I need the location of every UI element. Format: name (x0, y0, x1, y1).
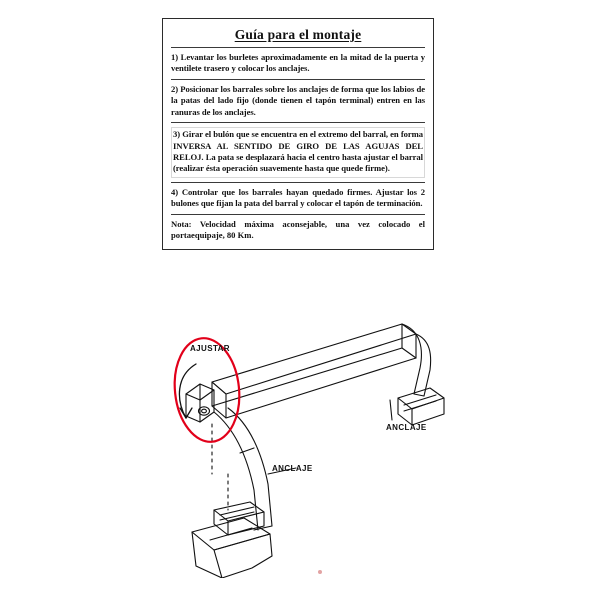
guide-step-4: 4) Controlar que los barrales hayan quedado firmes. Ajustar los 2 bulones que fijan la pata del barral y colocar el tapón de terminación. (171, 186, 425, 209)
label-anclaje-bottom: ANCLAJE (272, 464, 313, 473)
assembly-guide-panel (162, 18, 434, 250)
guide-step-3: 3) Girar el bulón que se encuentra en el extremo del barral, en forma INVERSA AL SENTIDO DE GIRO DE LAS AGUJAS DEL RELOJ. La pata se desplazará hacia el centro hasta ajustar el barral (realizar ésta operación suavemente hasta que quede firme). (173, 129, 423, 174)
roof-bar-shape (212, 324, 416, 418)
label-ajustar: AJUSTAR (190, 344, 230, 353)
guide-step-2: 2) Posicionar los barrales sobre los anclajes de forma que los labios de la patas del lado fijo (donde tienen el tapón terminal) entren en las ranuras de los anclajes. (171, 83, 425, 117)
guide-note: Nota: Velocidad máxima aconsejable, una vez colocado el portaequipaje, 80 Km. (171, 218, 425, 241)
divider (171, 214, 425, 215)
right-leg-shape (398, 324, 444, 425)
divider (171, 122, 425, 123)
divider (171, 79, 425, 80)
guide-step-1: 1) Levantar los burletes aproximadamente en la mitad de la puerta y ventilete trasero y colocar los anclajes. (171, 52, 425, 74)
page-title: Guía para el montaje (234, 27, 362, 42)
page-mark-dot (318, 570, 322, 574)
guide-step-3-highlight-box (171, 127, 425, 178)
rotation-arrow (179, 364, 196, 418)
bottom-anchor-shape (192, 502, 272, 578)
divider (171, 47, 425, 48)
leader-line-anchor-right (390, 400, 392, 420)
assembly-diagram (0, 278, 600, 578)
bar-end-block (186, 384, 214, 422)
label-anclaje-right: ANCLAJE (386, 423, 427, 432)
divider (171, 182, 425, 183)
